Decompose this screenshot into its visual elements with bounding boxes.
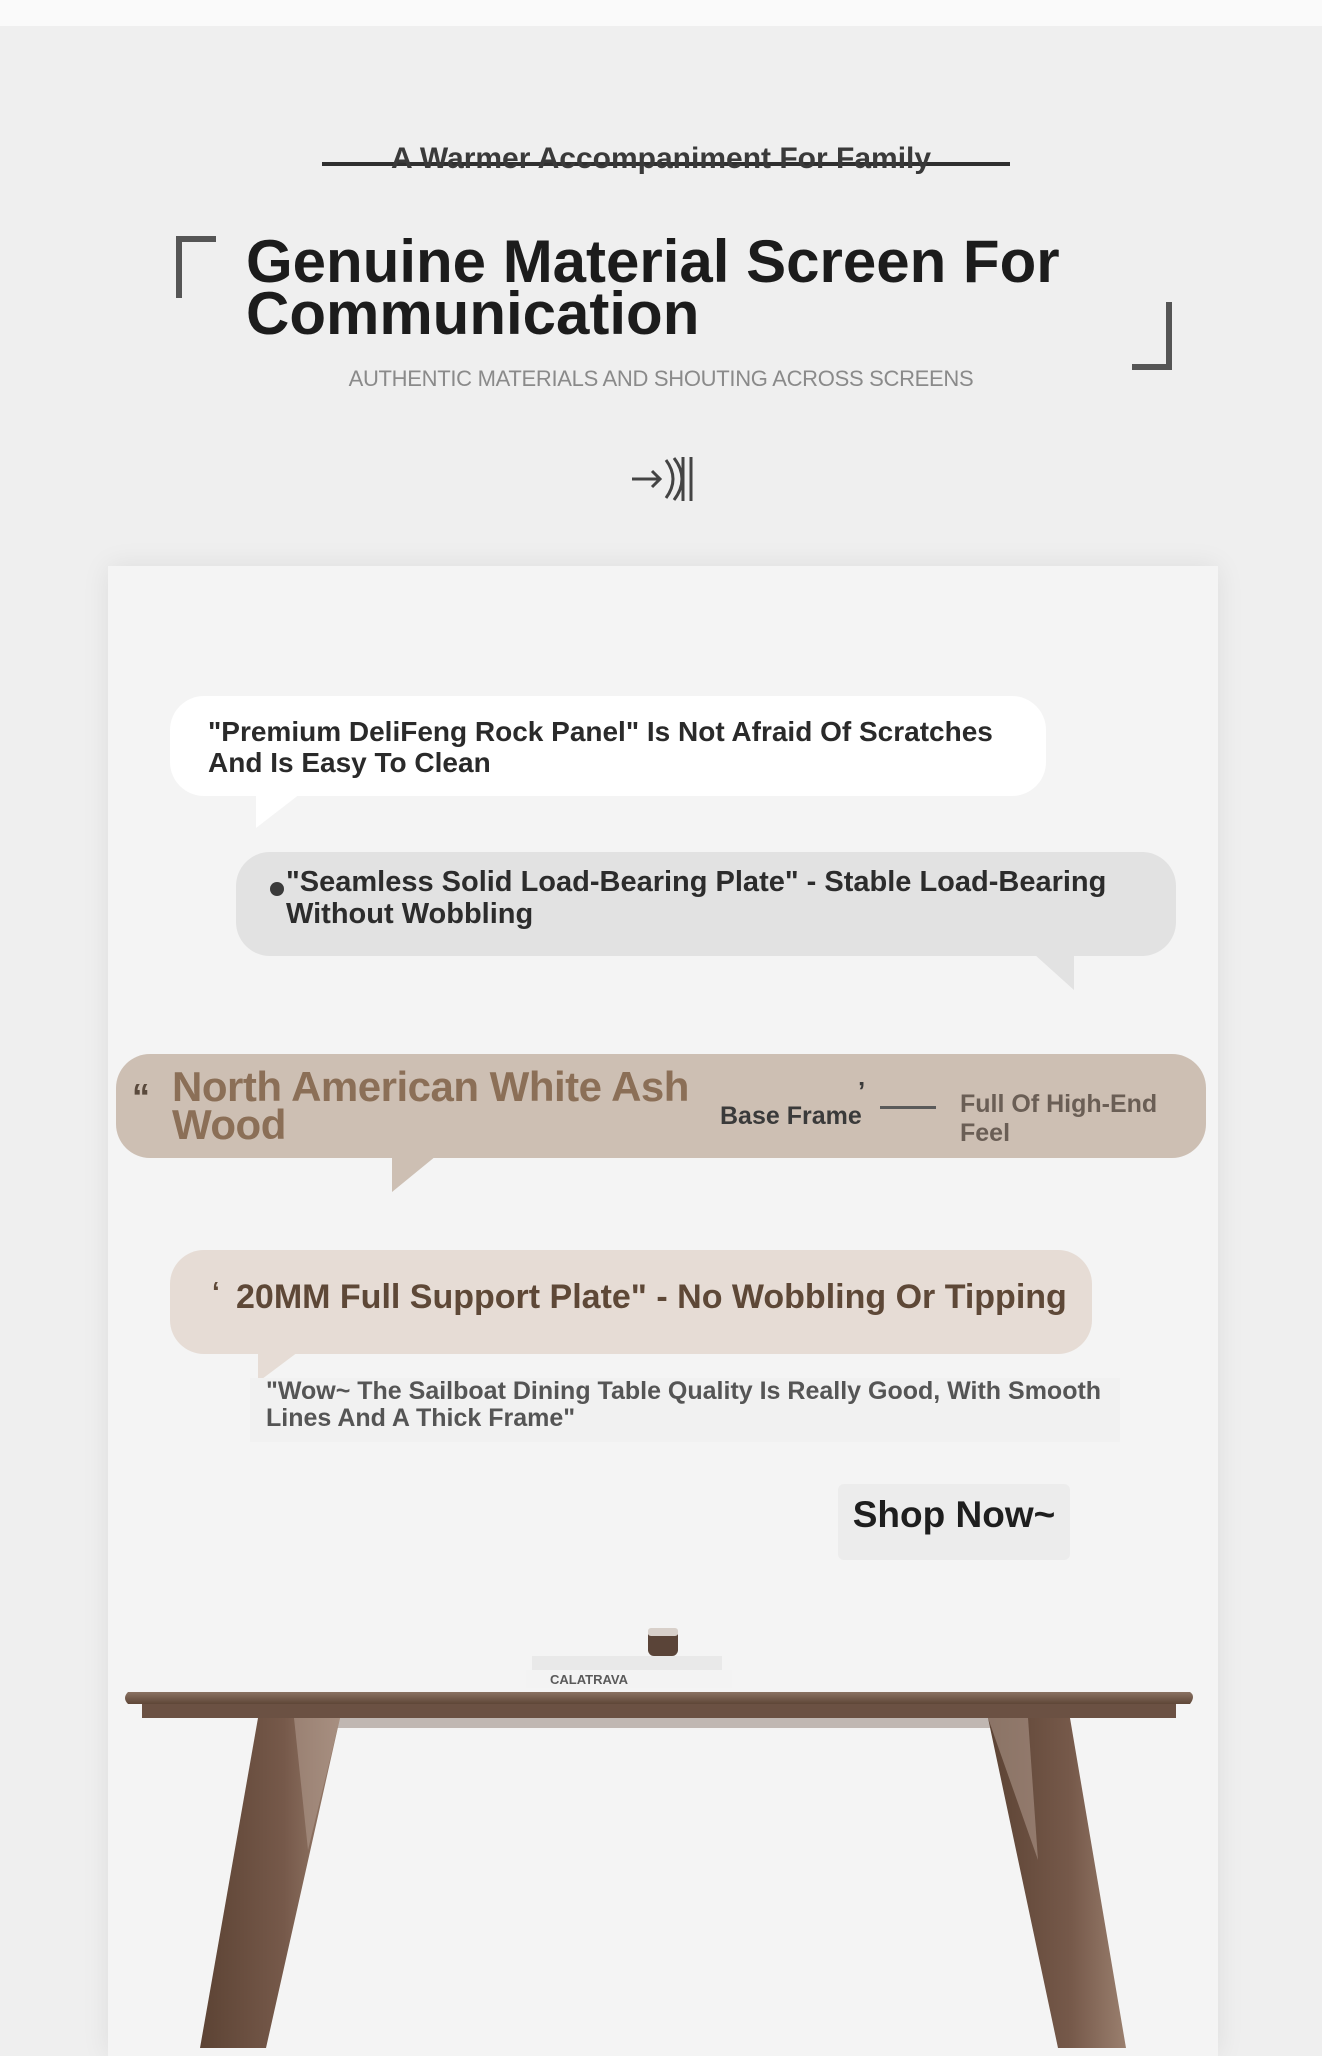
customer-review: [250, 1378, 1120, 1442]
arrow-right-sound-icon: [630, 452, 700, 506]
feature-bubble-load-bearing-plate: [236, 852, 1176, 956]
bubble-tail: [1034, 954, 1074, 990]
section-kicker: A Warmer Accompaniment For Family: [390, 142, 932, 175]
feature-highlight-text: North American White Ash Wood: [172, 1063, 689, 1148]
book-top: [532, 1656, 722, 1670]
feature-text: 20MM Full Support Plate" - No Wobbling Or Tipping: [236, 1278, 1067, 1316]
feature-bubble-support-plate: [170, 1250, 1092, 1354]
shop-now-button[interactable]: Shop Now~: [838, 1484, 1070, 1560]
section-title: Genuine Material Screen For Communication: [246, 228, 1060, 347]
corner-bracket-bottom-right: [1132, 302, 1172, 370]
section-subtitle: AUTHENTIC MATERIALS AND SHOUTING ACROSS SCREENS: [348, 366, 974, 391]
dash-divider: [880, 1106, 936, 1109]
feature-tail-text: Full Of High-End Feel: [960, 1090, 1158, 1147]
feature-bubble-ash-wood: [116, 1054, 1206, 1158]
open-quote-mark: ‘: [212, 1276, 220, 1307]
dining-table-image: [108, 1600, 1218, 2048]
book-label: CALATRAVA: [550, 1672, 628, 1687]
bubble-tail: [392, 1156, 436, 1192]
review-text: "Wow~ The Sailboat Dining Table Quality Is Really Good, With Smooth Lines And A Thick Frame": [266, 1377, 1102, 1432]
corner-bracket-top-left: [176, 236, 216, 298]
top-strip: [0, 0, 1322, 26]
feature-text: "Seamless Solid Load-Bearing Plate" - Stable Load-Bearing Without Wobbling: [286, 866, 1107, 930]
feature-text: "Premium DeliFeng Rock Panel" Is Not Afraid Of Scratches And Is Easy To Clean: [208, 716, 993, 778]
feature-secondary-text: Base Frame: [720, 1102, 862, 1130]
close-quote-mark: ’: [858, 1076, 866, 1106]
open-quote-mark: “: [132, 1076, 150, 1117]
bubble-tail: [256, 794, 300, 828]
table-top: [125, 1692, 1193, 1704]
bullet-dot-icon: [270, 882, 284, 896]
feature-bubble-rock-panel: [170, 696, 1046, 796]
